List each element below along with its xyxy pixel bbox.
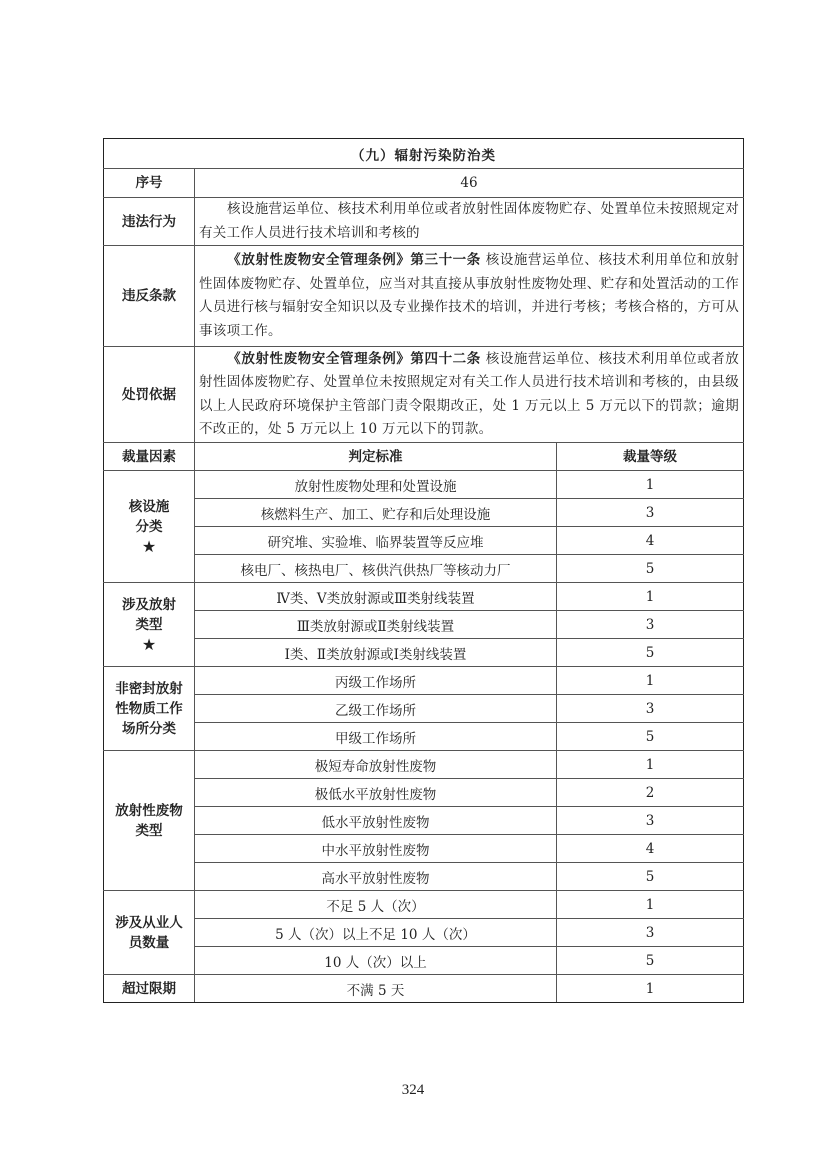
level-cell: 2 <box>557 779 744 807</box>
level-cell: 3 <box>557 499 744 527</box>
criteria-cell: Ⅰ类、Ⅱ类放射源或Ⅰ类射线装置 <box>195 639 557 667</box>
star-icon: ★ <box>141 634 157 654</box>
factor-name <box>104 751 195 891</box>
level-cell: 5 <box>557 723 744 751</box>
factor-row <box>104 611 744 639</box>
violation-text <box>195 198 744 246</box>
criteria-cell: Ⅲ类放射源或Ⅱ类射线装置 <box>195 611 557 639</box>
factor-name-line: 涉及从业人 <box>115 914 183 931</box>
criteria-cell: 10 人（次）以上 <box>195 947 557 975</box>
level-cell: 5 <box>557 863 744 891</box>
serial-label: 序号 <box>104 169 195 198</box>
level-cell: 1 <box>557 667 744 695</box>
factor-name-line: 员数量 <box>128 934 170 951</box>
table-title: （九）辐射污染防治类 <box>104 139 744 169</box>
penalty-basis-body: 核设施营运单位、核技术利用单位或者放射性固体废物贮存、处置单位未按照规定对有关工作人员进行技术培训和考核的，由县级以上人民政府环境保护主管部门责令限期改正，处 1 万元以上 5 万元以下的罚款；逾期不改正的，处 5 万元以上 10 万元以下的罚款。 <box>199 350 740 437</box>
factor-row <box>104 723 744 751</box>
factor-name <box>104 975 195 1003</box>
factor-name-line: 非密封放射 <box>115 680 183 697</box>
level-cell: 1 <box>557 891 744 919</box>
level-cell: 5 <box>557 639 744 667</box>
level-cell: 3 <box>557 611 744 639</box>
factor-row <box>104 919 744 947</box>
level-cell: 1 <box>557 471 744 499</box>
factor-row <box>104 807 744 835</box>
header-factor: 裁量因素 <box>104 443 195 471</box>
factor-name-line: 超过限期 <box>122 980 176 997</box>
level-cell: 3 <box>557 695 744 723</box>
criteria-cell: 中水平放射性废物 <box>195 835 557 863</box>
factor-row <box>104 751 744 779</box>
level-cell: 5 <box>557 555 744 583</box>
factor-name-line: 性物质工作 <box>115 700 183 717</box>
page-number: 324 <box>401 1082 425 1098</box>
factor-name-line: 类型 <box>135 616 163 633</box>
violated-clause-citation: 《放射性废物安全管理条例》第三十一条 <box>227 252 481 268</box>
factor-name-line: 放射性废物 <box>115 802 183 819</box>
header-criteria: 判定标准 <box>195 443 557 471</box>
factor-name-line: 类型 <box>135 822 163 839</box>
factor-name <box>104 583 195 667</box>
penalty-basis-label: 处罚依据 <box>104 347 195 443</box>
criteria-cell: 高水平放射性废物 <box>195 863 557 891</box>
factor-row <box>104 639 744 667</box>
level-cell: 5 <box>557 947 744 975</box>
factor-row <box>104 695 744 723</box>
factor-row <box>104 555 744 583</box>
level-cell: 4 <box>557 835 744 863</box>
factor-row <box>104 975 744 1003</box>
violation-text-body: 核设施营运单位、核技术利用单位或者放射性固体废物贮存、处置单位未按照规定对有关工作人员进行技术培训和考核的 <box>199 201 740 241</box>
factor-row <box>104 527 744 555</box>
factor-row <box>104 779 744 807</box>
level-cell: 4 <box>557 527 744 555</box>
header-level: 裁量等级 <box>557 443 744 471</box>
factor-name-line: 核设施 <box>128 498 170 515</box>
criteria-cell: Ⅳ类、Ⅴ类放射源或Ⅲ类射线装置 <box>195 583 557 611</box>
level-cell: 1 <box>557 583 744 611</box>
penalty-basis-citation: 《放射性废物安全管理条例》第四十二条 <box>227 350 481 367</box>
level-cell: 3 <box>557 807 744 835</box>
criteria-cell: 低水平放射性废物 <box>195 807 557 835</box>
violated-clause-body: 核设施营运单位、核技术利用单位和放射性固体废物贮存、处置单位，应当对其直接从事放射性废物处理、贮存和处置活动的工作人员进行核与辐射安全知识以及专业操作技术的培训，并进行考核；考核合格的，方可从事该项工作。 <box>199 252 740 339</box>
factor-name <box>104 891 195 975</box>
level-cell: 1 <box>557 975 744 1003</box>
penalty-basis-text <box>195 347 744 443</box>
serial-value: 46 <box>195 169 744 198</box>
violated-clause-text <box>195 246 744 347</box>
criteria-cell: 极低水平放射性废物 <box>195 779 557 807</box>
criteria-cell: 核燃料生产、加工、贮存和后处理设施 <box>195 499 557 527</box>
factor-row <box>104 667 744 695</box>
criteria-cell: 甲级工作场所 <box>195 723 557 751</box>
factor-name <box>104 471 195 583</box>
factor-name-line: 分类 <box>135 518 163 535</box>
star-icon: ★ <box>141 536 157 556</box>
violation-label: 违法行为 <box>104 198 195 246</box>
factor-name-line: 涉及放射 <box>122 596 176 613</box>
criteria-cell: 丙级工作场所 <box>195 667 557 695</box>
factor-row <box>104 863 744 891</box>
factor-name-line: 场所分类 <box>122 720 176 737</box>
criteria-cell: 极短寿命放射性废物 <box>195 751 557 779</box>
factor-row <box>104 583 744 611</box>
criteria-cell: 乙级工作场所 <box>195 695 557 723</box>
factor-row <box>104 471 744 499</box>
factor-name <box>104 667 195 751</box>
factor-row <box>104 947 744 975</box>
criteria-cell: 研究堆、实验堆、临界装置等反应堆 <box>195 527 557 555</box>
criteria-cell: 不足 5 人（次） <box>195 891 557 919</box>
factor-row <box>104 835 744 863</box>
level-cell: 1 <box>557 751 744 779</box>
level-cell: 3 <box>557 919 744 947</box>
factor-row <box>104 891 744 919</box>
violated-clause-label: 违反条款 <box>104 246 195 347</box>
criteria-cell: 核电厂、核热电厂、核供汽供热厂等核动力厂 <box>195 555 557 583</box>
criteria-cell: 不满 5 天 <box>195 975 557 1003</box>
criteria-cell: 放射性废物处理和处置设施 <box>195 471 557 499</box>
discretion-table <box>103 138 744 1003</box>
factor-row <box>104 499 744 527</box>
criteria-cell: 5 人（次）以上不足 10 人（次） <box>195 919 557 947</box>
